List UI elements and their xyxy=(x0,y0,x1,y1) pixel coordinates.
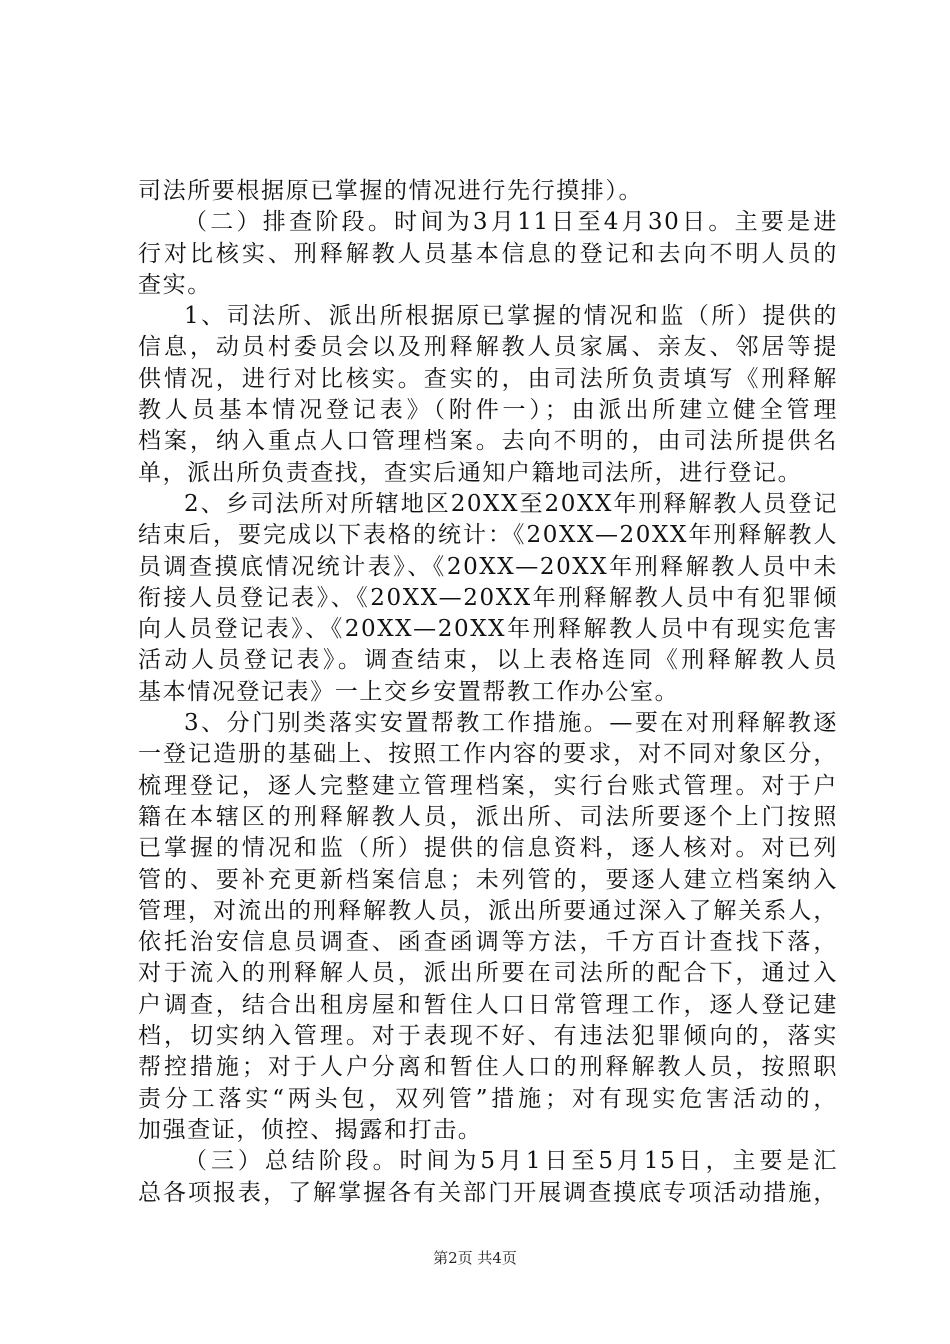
text-line: 梳理登记，逐人完整建立管理档案，实行台账式管理。对于户 xyxy=(138,772,838,799)
numbered-item-line: 1、司法所、派出所根据原已掌握的情况和监（所）提供的 xyxy=(184,303,838,330)
numbered-item-line: 3、分门别类落实安置帮教工作措施。—要在对刑释解教逐 xyxy=(184,710,838,737)
text-line: 责分工落实“两头包，双列管”措施；对有现实危害活动的， xyxy=(138,1085,838,1112)
text-line: 行对比核实、刑释解教人员基本信息的登记和去向不明人员的 xyxy=(138,240,838,267)
document-body xyxy=(138,176,838,1209)
text-line: 户调查，结合出租房屋和暂住人口日常管理工作，逐人登记建 xyxy=(138,991,838,1018)
text-line: 管的、要补充更新档案信息；未列管的，要逐人建立档案纳入 xyxy=(138,866,838,893)
text-line: 总各项报表，了解掌握各有关部门开展调查摸底专项活动措施， xyxy=(138,1179,838,1206)
text-line: 向人员登记表》、《20XX—20XX年刑释解教人员中有现实危害 xyxy=(138,616,838,643)
text-line: 衔接人员登记表》、《20XX—20XX年刑释解教人员中有犯罪倾 xyxy=(138,584,838,611)
text-line: 档，切实纳入管理。对于表现不好、有违法犯罪倾向的，落实 xyxy=(138,1023,838,1050)
text-line: 结束后，要完成以下表格的统计：《20XX—20XX年刑释解教人 xyxy=(138,522,838,549)
section-heading-line: （二）排查阶段。时间为3月11日至4月30日。主要是进 xyxy=(184,209,838,236)
text-line: 教人员基本情况登记表》（附件一）；由派出所建立健全管理 xyxy=(138,397,838,424)
text-line: 基本情况登记表》一上交乡安置帮教工作办公室。 xyxy=(138,678,680,705)
text-line: 供情况，进行对比核实。查实的，由司法所负责填写《刑释解 xyxy=(138,365,838,392)
text-line: 信息，动员村委员会以及刑释解教人员家属、亲友、邻居等提 xyxy=(138,334,838,361)
numbered-item-line: 2、乡司法所对所辖地区20XX至20XX年刑释解教人员登记 xyxy=(184,490,838,517)
section-heading-line: （三）总结阶段。时间为5月1日至5月15日，主要是汇 xyxy=(184,1148,838,1175)
text-line: 对于流入的刑释解人员，派出所要在司法所的配合下，通过入 xyxy=(138,960,838,987)
text-line: 帮控措施；对于人户分离和暂住人口的刑释解教人员，按照职 xyxy=(138,1054,838,1081)
text-line: 员调查摸底情况统计表》、《20XX—20XX年刑释解教人员中未 xyxy=(138,553,838,580)
text-line: 活动人员登记表》。调查结束，以上表格连同《刑释解教人员 xyxy=(138,647,838,674)
text-line: 管理，对流出的刑释解教人员，派出所要通过深入了解关系人， xyxy=(138,897,838,924)
text-line: 查实。 xyxy=(138,271,212,298)
text-line: 档案，纳入重点人口管理档案。去向不明的，由司法所提供名 xyxy=(138,428,838,455)
page-number-footer: 第2页 共4页 xyxy=(433,1249,517,1267)
text-line: 加强查证，侦控、揭露和打击。 xyxy=(138,1116,483,1143)
text-line: 单，派出所负责查找，查实后通知户籍地司法所，进行登记。 xyxy=(138,459,803,486)
text-line: 一登记造册的基础上、按照工作内容的要求，对不同对象区分， xyxy=(138,741,838,768)
text-line: 司法所要根据原已掌握的情况进行先行摸排）。 xyxy=(138,178,644,204)
text-line: 依托治安信息员调查、函查函调等方法，千方百计查找下落， xyxy=(138,929,838,956)
text-line: 籍在本辖区的刑释解教人员，派出所、司法所要逐个上门按照 xyxy=(138,803,838,830)
text-line: 已掌握的情况和监（所）提供的信息资料，逐人核对。对已列 xyxy=(138,835,838,862)
